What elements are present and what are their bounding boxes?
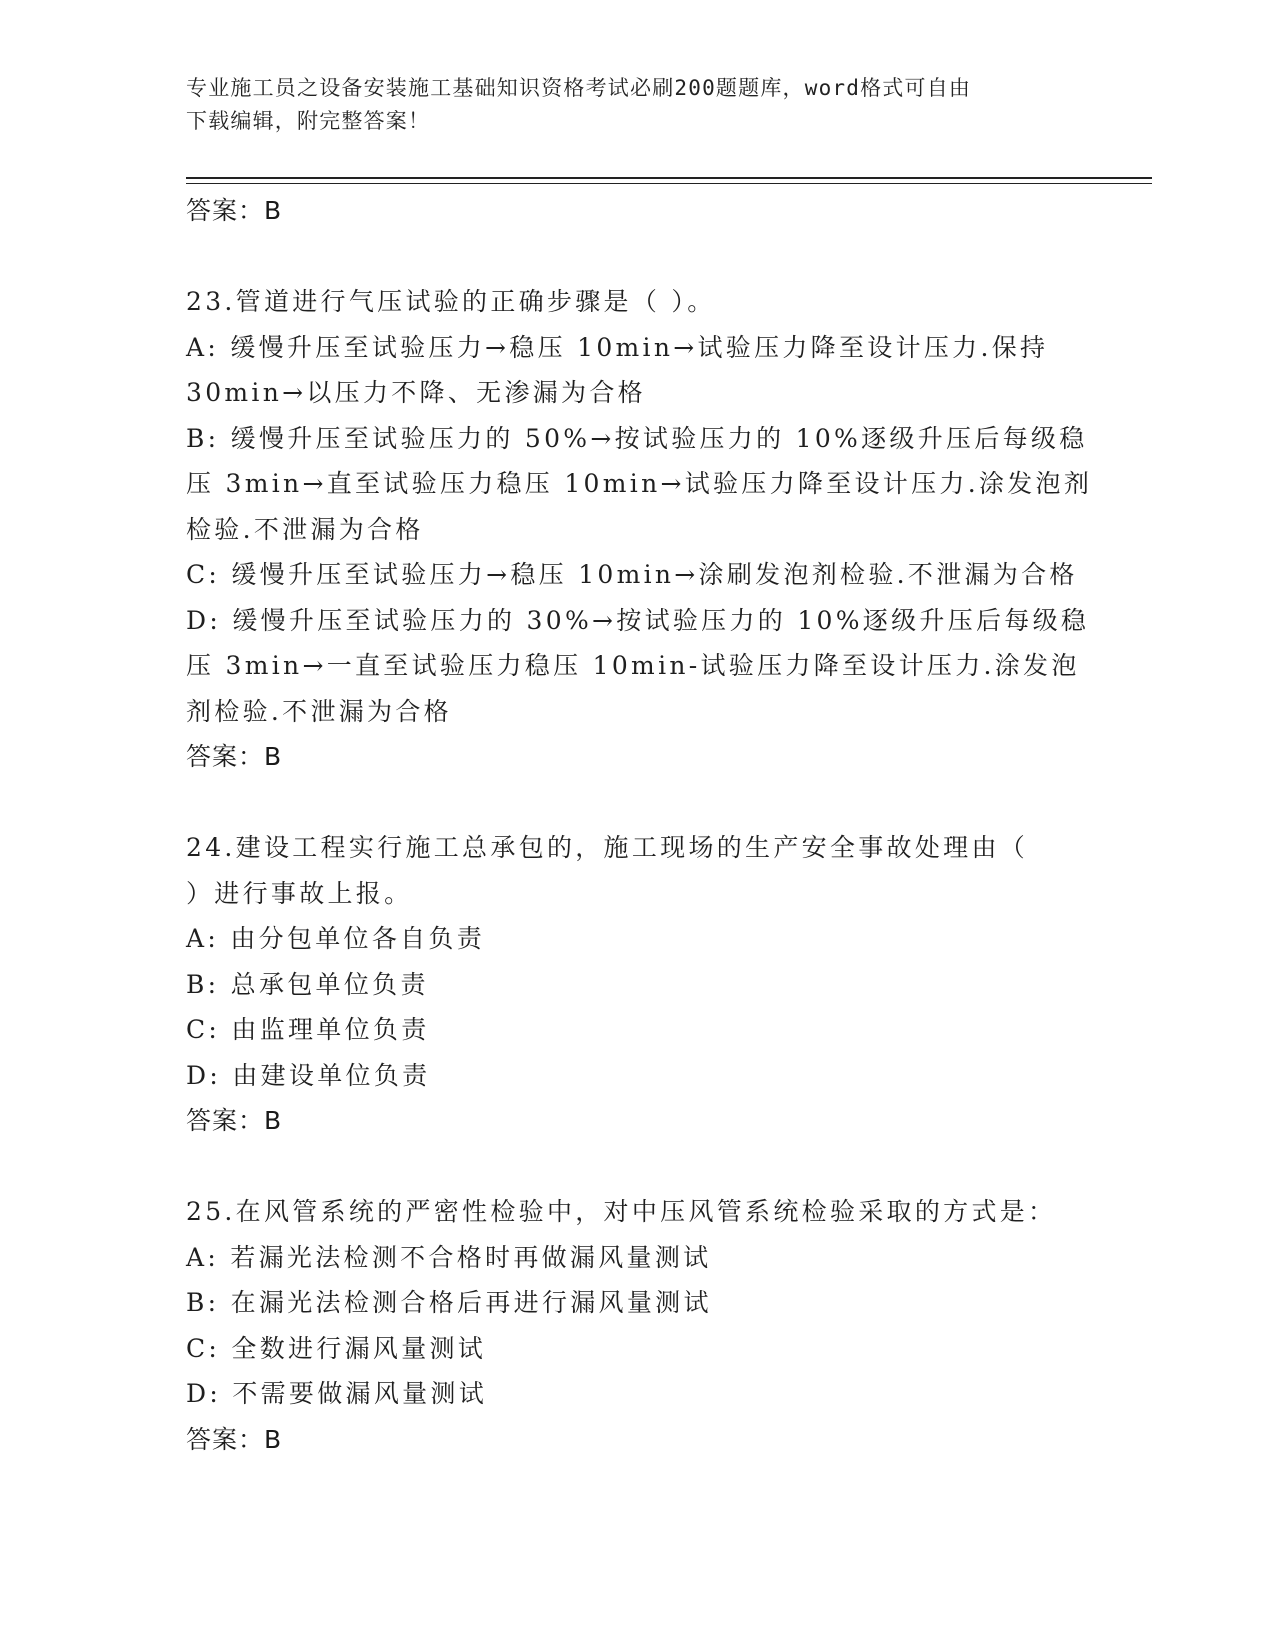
header-line-1: 专业施工员之设备安装施工基础知识资格考试必刷200题题库，word格式可自由 [186, 76, 972, 100]
answer-23: 答案：B [186, 742, 283, 771]
document-body [186, 188, 1093, 1463]
header-divider-thick [186, 177, 1152, 179]
option-a: A: 由分包单位各自负责 [186, 924, 486, 953]
option-d: D: 缓慢升压至试验压力的 30%→按试验压力的 10%逐级升压后每级稳 [186, 605, 1090, 635]
answer-25: 答案：B [186, 1424, 283, 1454]
question-stem: 23.管道进行气压试验的正确步骤是（ ）。 [186, 287, 716, 316]
answer-24: 答案：B [186, 1106, 283, 1135]
question-25 [186, 1189, 1086, 1463]
option-b: B: 在漏光法检测合格后再进行漏风量测试 [186, 1288, 712, 1317]
option-a: A: 若漏光法检测不合格时再做漏风量测试 [186, 1242, 712, 1272]
option-c: C: 全数进行漏风量测试 [186, 1333, 487, 1363]
option-d-cont: 压 3min→一直至试验压力稳压 10min-试验压力降至设计压力.涂发泡 [186, 651, 1080, 680]
option-a-cont: 30min→以压力不降、无渗漏为合格 [186, 378, 646, 407]
previous-answer: 答案：B [186, 196, 283, 225]
document-header [186, 72, 1066, 138]
option-c: C: 由监理单位负责 [186, 1015, 430, 1044]
option-b-cont: 压 3min→直至试验压力稳压 10min→试验压力降至设计压力.涂发泡剂 [186, 469, 1093, 498]
option-b-cont: 检验.不泄漏为合格 [186, 514, 424, 544]
question-stem: 25.在风管系统的严密性检验中，对中压风管系统检验采取的方式是： [186, 1197, 1057, 1226]
option-a: A: 缓慢升压至试验压力→稳压 10min→试验压力降至设计压力.保持 [186, 332, 1049, 362]
option-b: B: 总承包单位负责 [186, 969, 429, 999]
option-d-cont: 剂检验.不泄漏为合格 [186, 696, 452, 726]
question-23 [186, 279, 1093, 780]
question-stem: 24.建设工程实行施工总承包的，施工现场的生产安全事故处理由（ [186, 833, 1029, 862]
question-stem-cont: ）进行事故上报。 [186, 878, 413, 908]
option-d: D: 不需要做漏风量测试 [186, 1379, 488, 1408]
header-line-2: 下载编辑，附完整答案！ [186, 109, 431, 133]
option-b: B: 缓慢升压至试验压力的 50%→按试验压力的 10%逐级升压后每级稳 [186, 423, 1088, 453]
question-24 [186, 825, 1086, 1144]
header-divider-thin [186, 183, 1152, 184]
option-d: D: 由建设单位负责 [186, 1060, 431, 1090]
option-c: C: 缓慢升压至试验压力→稳压 10min→涂刷发泡剂检验.不泄漏为合格 [186, 560, 1078, 589]
